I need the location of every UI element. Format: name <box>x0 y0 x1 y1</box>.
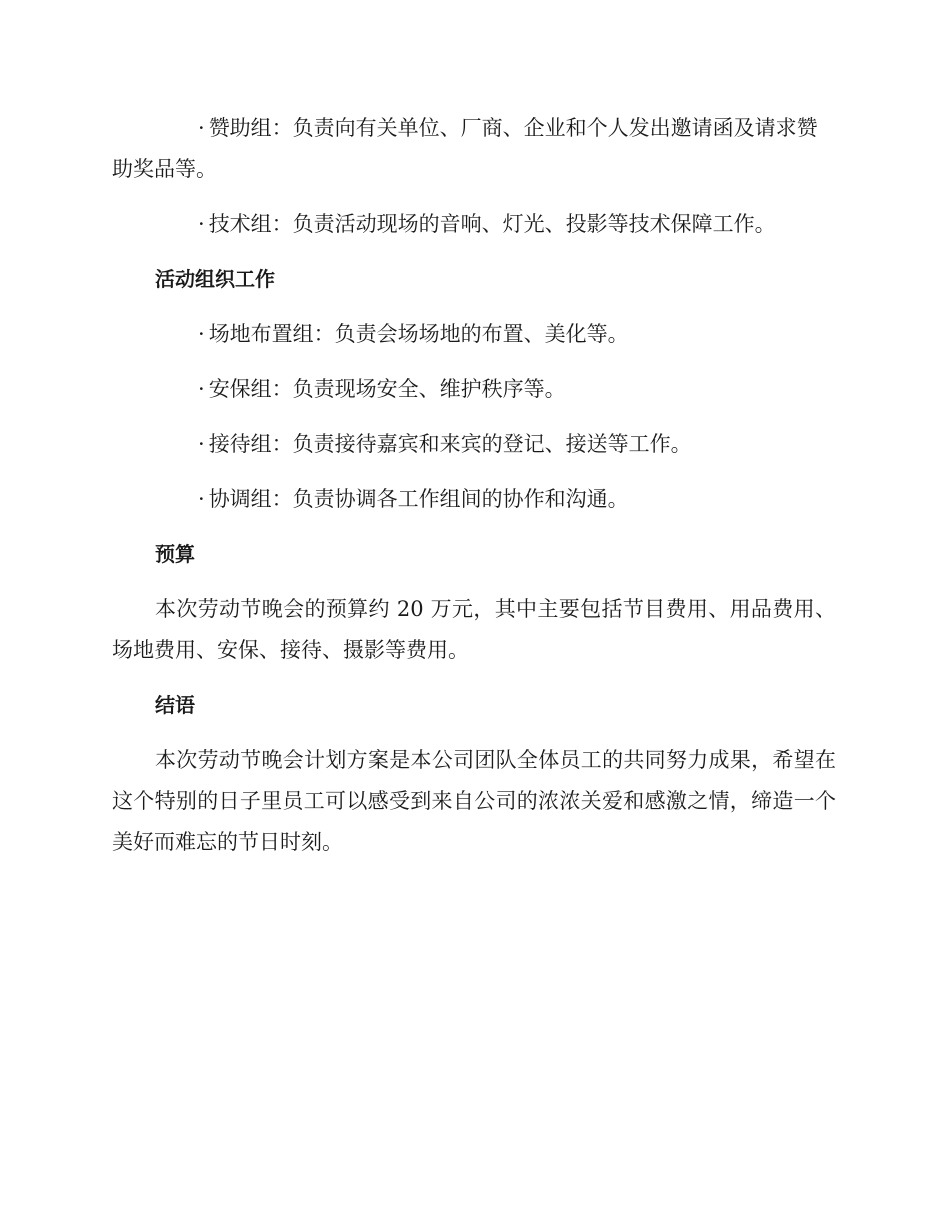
bullet-dot: · <box>198 212 205 236</box>
conclusion-paragraph: 本次劳动节晚会计划方案是本公司团队全体员工的共同努力成果，希望在这个特别的日子里员工可以感受到来自公司的浓浓关爱和感激之情，缔造一个美好而难忘的节日时刻。 <box>112 748 836 854</box>
bullet-dot: · <box>198 487 205 511</box>
list-item-text: 赞助组：负责向有关单位、厂商、企业和个人发出邀请函及请求赞助奖品等。 <box>112 116 818 181</box>
list-item-text: 接待组：负责接待嘉宾和来宾的登记、接送等工作。 <box>208 432 692 456</box>
list-item-tech <box>112 204 836 245</box>
budget-paragraph: 本次劳动节晚会的预算约 20 万元，其中主要包括节目费用、用品费用、场地费用、安保、接待、摄影等费用。 <box>112 597 836 662</box>
list-item-sponsor <box>112 108 836 190</box>
list-item-security <box>112 369 836 410</box>
bullet-dot: · <box>198 116 205 140</box>
list-item-reception <box>112 424 836 465</box>
bullet-dot: · <box>198 432 205 456</box>
list-item-venue <box>112 314 836 355</box>
bullet-dot: · <box>198 377 205 401</box>
list-item-text: 技术组：负责活动现场的音响、灯光、投影等技术保障工作。 <box>208 212 776 236</box>
section-heading-budget: 预算 <box>155 542 195 566</box>
list-item-text: 场地布置组：负责会场场地的布置、美化等。 <box>208 322 629 346</box>
list-item-text: 协调组：负责协调各工作组间的协作和沟通。 <box>208 487 629 511</box>
section-heading-organization: 活动组织工作 <box>155 267 275 291</box>
list-item-coordination <box>112 479 836 520</box>
document-page <box>112 108 836 877</box>
bullet-dot: · <box>198 322 205 346</box>
list-item-text: 安保组：负责现场安全、维护秩序等。 <box>208 377 566 401</box>
section-heading-conclusion: 结语 <box>155 693 195 717</box>
